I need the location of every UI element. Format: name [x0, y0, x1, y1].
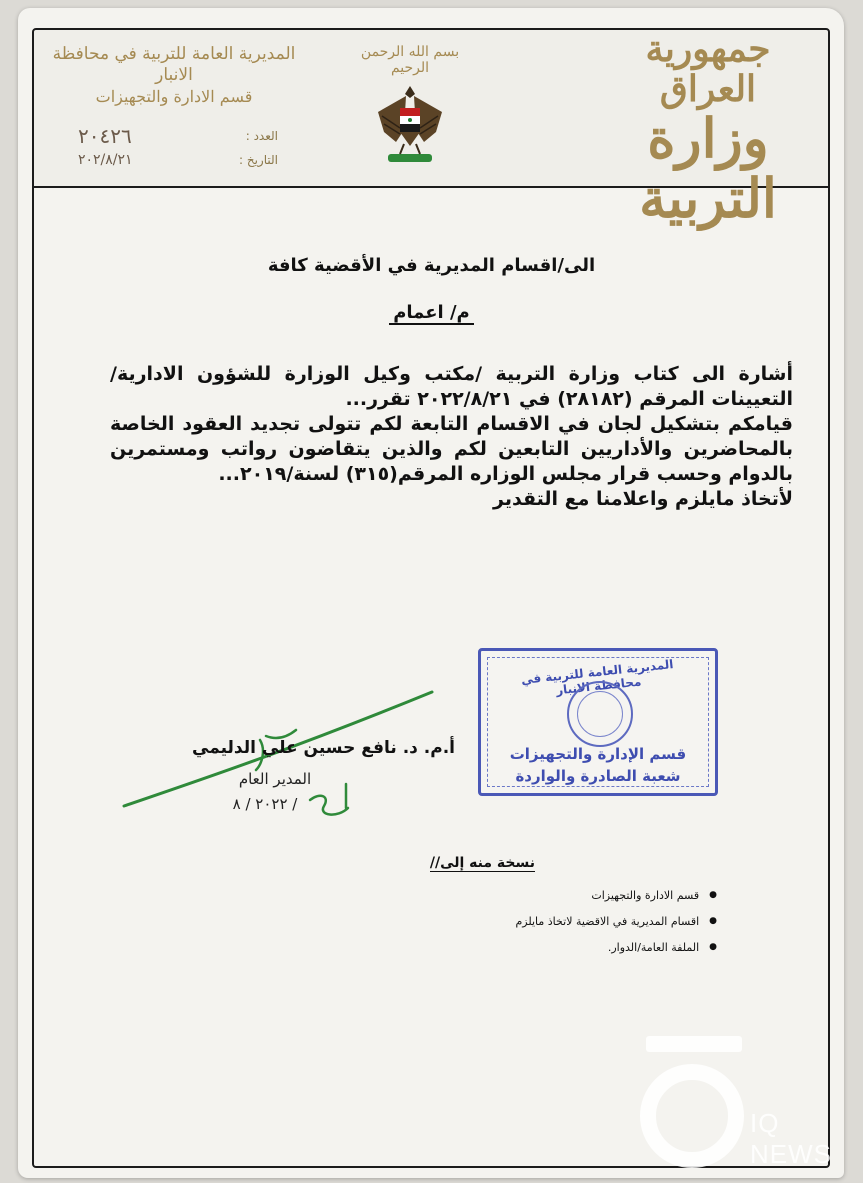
subject-line [0, 302, 863, 323]
iq-news-logo-icon [640, 1030, 760, 1170]
stamp-line-1: قسم الإدارة والتجهيزات [509, 745, 687, 763]
copies-heading-text: نسخة منه إلى// [429, 855, 535, 871]
letterhead-directorate-block [44, 44, 304, 107]
office-stamp [478, 648, 718, 796]
letterhead-emblem-block [350, 44, 470, 172]
list-item: ● قسم الادارة والتجهيزات [357, 882, 717, 908]
ref-number-value: ٢٠٤٢٦ [78, 124, 132, 148]
list-item: ● الملفة العامة/الدوار. [357, 934, 717, 960]
reference-block [78, 124, 278, 172]
republic-name: جمهورية العراق [645, 28, 771, 110]
stamp-line-2: شعبة الصادرة والواردة [515, 767, 681, 785]
list-item: ● اقسام المديرية في الاقضية لاتخاذ مايلزم [357, 908, 717, 934]
body-paragraph-1: أشارة الى كتاب وزارة التربية /مكتب وكيل الوزارة للشؤون الادارية/التعيينات المرقم (٢٨١٨٢) في ٢٠٢٢/٨/٢١ تقرر... [110, 363, 793, 410]
stamp-arc-text: المديرية العامة للتربية في محافظة الانبار [520, 657, 675, 698]
copies-heading [430, 855, 535, 871]
basmala: بسم الله الرحمن الرحيم [360, 44, 460, 76]
ref-number-label: العدد : [245, 129, 278, 143]
ministry-name: وزارة التربية [639, 106, 777, 230]
letterhead-ministry-block [593, 30, 823, 228]
signatory-name: أ.م. د. نافع حسين علي الدليمي [192, 738, 455, 758]
stamp-seal-icon [567, 681, 633, 747]
addressee: الى/اقسام المديرية في الأقضية كافة [267, 255, 596, 276]
signature-date: ٢٠٢٢ / ٨ / [232, 795, 298, 813]
date-label: التاريخ : [238, 153, 278, 167]
copies-list [357, 882, 717, 960]
watermark-text: IQ NEWS [750, 1108, 832, 1169]
eagle-emblem-icon [374, 82, 446, 168]
date-value: ٢٠٢/٨/٢١ [78, 152, 133, 168]
section-name: قسم الادارة والتجهيزات [95, 86, 253, 106]
signatory-title: المدير العام [238, 770, 312, 788]
subject-text: م/ اعمام [389, 302, 474, 325]
directorate-name: المديرية العامة للتربية في محافظة الانبار [52, 44, 296, 86]
letter-body [110, 362, 793, 512]
body-closing: لأتخاذ مايلزم واعلامنا مع التقدير [493, 488, 793, 510]
body-paragraph-2: قيامكم بتشكيل لجان في الاقسام التابعة لكم تتولى تجديد العقود الخاصة بالمحاضرين والأداريين التابعين لكم والذين يتقاضون رواتب ومستمرين بالدوام وحسب قرار مجلس الوزاره المرقم(٣١٥) لسنة/٢٠١٩... [110, 413, 793, 485]
